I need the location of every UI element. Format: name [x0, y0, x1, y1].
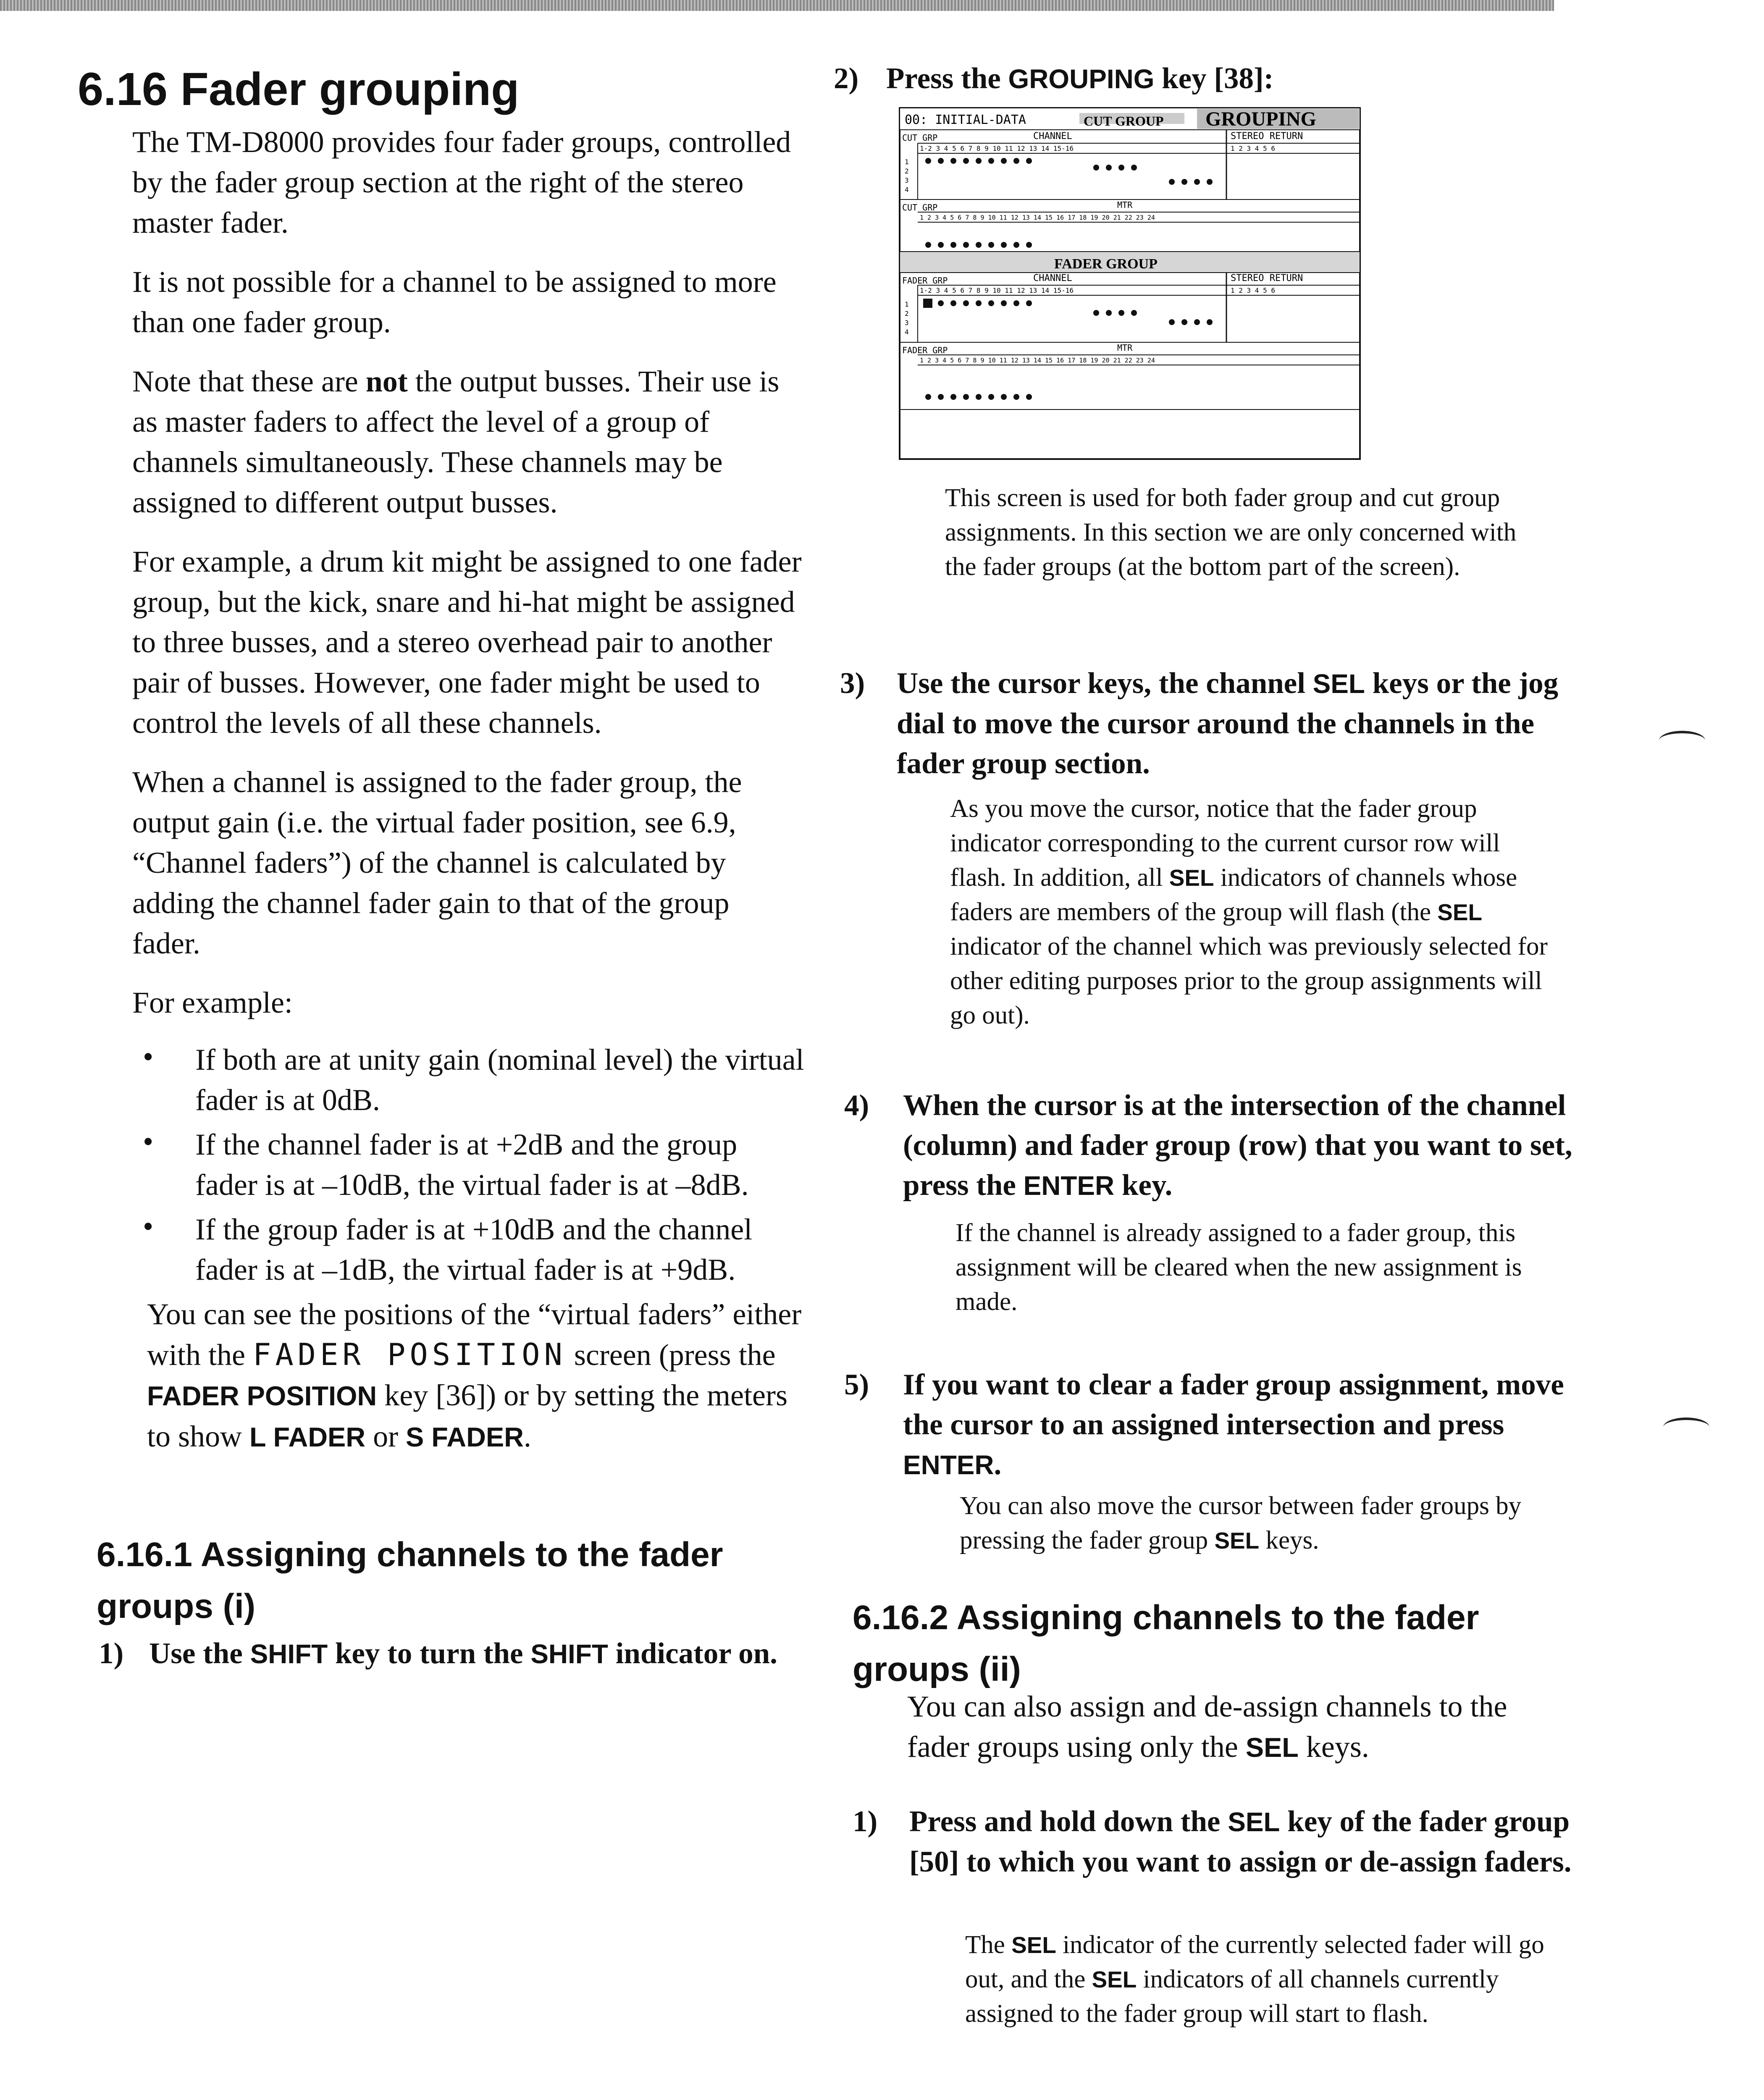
- svg-text:1: 1: [905, 158, 909, 166]
- virtual-faders-paragraph: You can see the positions of the “virtual faders” either with the FADER POSITION screen (press the FADER POSITION key [36]) or by setting the meters to show L FADER or S FADER.: [147, 1297, 802, 1453]
- binding-mark: [1659, 731, 1705, 750]
- grouping-screen-figure: [899, 107, 1361, 460]
- svg-text:2: 2: [905, 167, 909, 175]
- right-step-3: 3) Use the cursor keys, the channel SEL keys or the jog dial to move the cursor around the channels in the fader group section.: [897, 664, 1577, 784]
- grouping-title: GROUPING: [1205, 108, 1316, 130]
- bullet-item: • If both are at unity gain (nominal level) the virtual fader is at 0dB.: [143, 1040, 804, 1117]
- cut-mtr-label: MTR: [1117, 200, 1133, 210]
- intro-paragraph-1: The TM-D8000 provides four fader groups, controlled by the fader group section at the right of the stereo master fader.: [132, 125, 791, 239]
- screen-caption: This screen is used for both fader group and cut group assignments. In this section we are only concerned with the fader groups (at the bottom part of the screen).: [945, 484, 1517, 581]
- fader-stereo-ticks: 1 2 3 4 5 6: [1231, 286, 1275, 294]
- fader-mtr-label: MTR: [1117, 343, 1133, 353]
- step-number: 1): [99, 1637, 124, 1670]
- fader-group-label: FADER GROUP: [1054, 256, 1158, 272]
- drum-kit-example-paragraph: For example, a drum kit might be assigned to one fader group, but the kick, snare and hi-hat might be assigned to three busses, and a stereo overhead pair to another pair of busses. However, one fader might be used to control the levels of all these channels.: [132, 545, 802, 740]
- subsection-1-title: 6.16.1 Assigning channels to the fader groups (i): [97, 1536, 723, 1625]
- section-title: 6.16 Fader grouping: [78, 63, 520, 115]
- step-number: 3): [840, 667, 865, 700]
- right-step-5: 5) If you want to clear a fader group assignment, move the cursor to an assigned intersection and press ENTER.: [903, 1365, 1583, 1485]
- cut-channel-label: CHANNEL: [1033, 131, 1072, 142]
- busses-note-paragraph: Note that these are not the output busses. Their use is as master faders to affect the level of a group of channels simultaneously. These channels may be assigned to different output busses.: [132, 365, 780, 519]
- screen-cursor: [923, 299, 932, 308]
- subsection-6-16-2: [853, 1592, 1567, 1695]
- svg-text:3: 3: [905, 176, 909, 184]
- example-bullet-list: [132, 1040, 804, 1290]
- fader-stereo-return-label: STEREO RETURN: [1231, 273, 1303, 284]
- subsection-2-title: 6.16.2 Assigning channels to the fader groups (ii): [853, 1599, 1479, 1688]
- bullet-item: • If the group fader is at +10dB and the channel fader is at –1dB, the virtual fader is at +9dB.: [143, 1210, 753, 1286]
- step-number: 4): [844, 1089, 869, 1122]
- screen-header-memory: 00: INITIAL-DATA: [905, 113, 1026, 127]
- intro-paragraph-2: It is not possible for a channel to be assigned to more than one fader group.: [132, 265, 777, 339]
- bullet-dot: •: [143, 1210, 154, 1243]
- binding-mark: [1663, 1418, 1709, 1437]
- subsection-2-intro: You can also assign and de-assign channels to the fader groups using only the SEL keys.: [907, 1690, 1507, 1764]
- right-step-4: 4) When the cursor is at the intersection of the channel (column) and fader group (row) that you want to set, press the ENTER key.: [903, 1086, 1583, 1206]
- cut-grp-label: CUT GRP: [902, 133, 938, 143]
- step-4-note: If the channel is already assigned to a fader group, this assignment will be cleared when the new assignment is made.: [956, 1219, 1522, 1316]
- cut-mtr-grp-label: CUT GRP: [902, 202, 938, 213]
- fader-channel-label: CHANNEL: [1033, 273, 1072, 284]
- step-number: 5): [844, 1368, 869, 1401]
- gain-calculation-paragraph: When a channel is assigned to the fader group, the output gain (i.e. the virtual fader position, see 6.9, “Channel faders”) of the channel is calculated by adding the channel fader gain to that of the group fader.: [132, 765, 742, 960]
- cut-mtr-ticks: 1 2 3 4 5 6 7 8 9 10 11 12 13 14 15 16 17 18 19 20 21 22 23 24: [920, 214, 1155, 221]
- right-step-2: 2) Press the GROUPING key [38]:: [886, 59, 1600, 99]
- sub2-step-1: 1) Press and hold down the SEL key of the fader group [50] to which you want to assign or de-assign faders.: [909, 1802, 1581, 1882]
- svg-text:3: 3: [905, 319, 909, 327]
- cut-mtr-dots: [925, 242, 1032, 248]
- scan-top-border: [0, 0, 1554, 11]
- cut-group-label: CUT GROUP: [1084, 113, 1164, 129]
- fader-mtr-grp-label: FADER GRP: [902, 345, 948, 355]
- subsection-6-16-1: [97, 1529, 811, 1632]
- bullet-dot: •: [143, 1040, 154, 1074]
- sub1-step-1: 1) Use the SHIFT key to turn the SHIFT indicator on.: [149, 1634, 804, 1674]
- svg-text:1: 1: [905, 300, 909, 308]
- section-body: [132, 122, 804, 1457]
- cut-channel-ticks: 1-2 3 4 5 6 7 8 9 10 11 12 13 14 15-16: [920, 144, 1074, 152]
- svg-text:4: 4: [905, 328, 909, 336]
- svg-text:2: 2: [905, 310, 909, 318]
- step-number: 1): [853, 1805, 878, 1838]
- bullet-dot: •: [143, 1125, 154, 1158]
- fader-mtr-dots: [925, 394, 1032, 400]
- cut-stereo-ticks: 1 2 3 4 5 6: [1231, 144, 1275, 152]
- step-3-note: As you move the cursor, notice that the fader group indicator corresponding to the current cursor row will flash. In addition, all SEL indicators of channels whose faders are members of the group will flash (the SEL indicator of the channel which was previously selected for other editing purposes prior to the group assignments will go out).: [950, 795, 1548, 1029]
- step-5-note: You can also move the cursor between fader groups by pressing the fader group SEL keys.: [960, 1492, 1522, 1554]
- sub2-step-1-note: The SEL indicator of the currently selected fader will go out, and the SEL indicators of all channels currently assigned to the fader group will start to flash.: [965, 1931, 1544, 2028]
- left-column: [78, 63, 808, 116]
- for-example-label: For example:: [132, 986, 293, 1019]
- fader-channel-ticks: 1-2 3 4 5 6 7 8 9 10 11 12 13 14 15-16: [920, 286, 1074, 294]
- cut-stereo-return-label: STEREO RETURN: [1231, 131, 1303, 142]
- bullet-item: • If the channel fader is at +2dB and the group fader is at –10dB, the virtual fader is at –8dB.: [143, 1125, 749, 1202]
- step-number: 2): [834, 62, 859, 95]
- svg-text:4: 4: [905, 186, 909, 194]
- fader-grp-label: FADER GRP: [902, 276, 948, 286]
- emphasis-not: not: [365, 365, 408, 398]
- fader-mtr-ticks: 1 2 3 4 5 6 7 8 9 10 11 12 13 14 15 16 17 18 19 20 21 22 23 24: [920, 357, 1155, 364]
- fader-position-screen-name: FADER POSITION: [252, 1337, 567, 1372]
